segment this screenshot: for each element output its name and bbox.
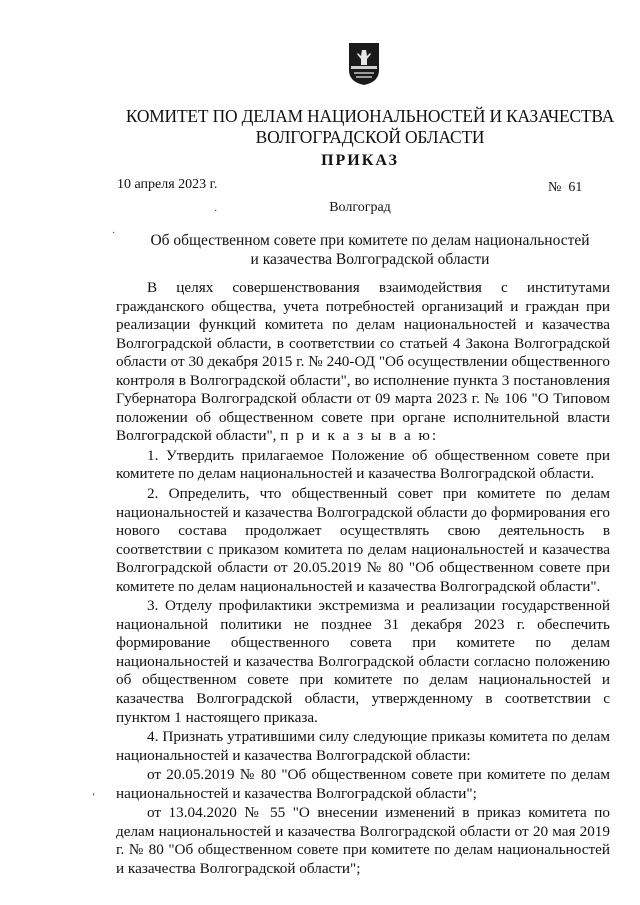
subject-line1: Об общественном совете при комитете по делам национальностей — [150, 232, 590, 249]
document-subject — [100, 232, 640, 269]
scan-speck: ʻ — [92, 792, 96, 803]
scan-speck: · — [214, 206, 218, 217]
clause-4: 4. Признать утратившими силу следующие приказы комитета по делам национальностей и казачества Волгоградской области: — [116, 728, 610, 764]
document-date: 10 апреля 2023 г. — [117, 177, 218, 192]
scan-speck: · — [112, 228, 116, 239]
document-city: Волгоград — [329, 200, 391, 215]
clause-4-item-a: от 20.05.2019 № 80 "Об общественном совете при комитете по делам национальностей и казачества Волгоградской области"; — [116, 766, 610, 802]
document-type: ПРИКАЗ — [321, 152, 399, 169]
organization-name — [100, 106, 640, 148]
preamble-paragraph — [116, 279, 610, 446]
preamble-text: В целях совершенствования взаимодействия с институтами гражданского общества, учета потребностей организаций и граждан при реализации функций комитета по делам национальностей и казачества Волгоградской области, в соответствии со статьей 4 Закона Волгоградской области от 30 декабря 2015 г. № 240-ОД "Об осуществлении общественного контроля в Волгоградской области", во исполнение пункта 3 постановления Губернатора Волгоградской области от 09 марта 2023 г. № 106 "О Типовом положении об общественном совете при органе исполнительной власти Волгоградской области", — [116, 279, 610, 445]
volgograd-coat-of-arms-icon — [348, 42, 380, 86]
document-body — [116, 279, 610, 880]
clause-1: 1. Утвердить прилагаемое Положение об общественном совете при комитете по делам национальностей и казачества Волгоградской области. — [116, 446, 610, 483]
document-number: № 61 — [548, 180, 583, 195]
clause-2: 2. Определить, что общественный совет при комитете по делам национальностей и казачества Волгоградской области до формирования его нового состава продолжает осуществлять свою деятельность в соответствии с приказом комитета по делам национальностей и казачества Волгоградской области от 20.05.2019 № 80 "Об общественном совете при комитете по делам национальностей и казачества Волгоградской области". — [116, 485, 610, 595]
clause-4-item-b: от 13.04.2020 № 55 "О внесении изменений в приказ комитета по делам национальностей и казачества Волгоградской области от 20 мая 2019 г. № 80 "Об общественном совете при комитете по делам национальностей и казачества Волгоградской области"; — [116, 804, 610, 877]
subject-line2: и казачества Волгоградской области — [250, 250, 490, 268]
order-word: п р и к а з ы в а ю: — [280, 427, 439, 445]
organization-name-line1: КОМИТЕТ ПО ДЕЛАМ НАЦИОНАЛЬНОСТЕЙ И КАЗАЧЕСТВА — [125, 106, 615, 126]
clause-3: 3. Отделу профилактики экстремизма и реализации государственной национальной политики не позднее 31 декабря 2023 г. обеспечить формирование общественного совета при комитете по делам национальностей и казачества Волгоградской области согласно положению об общественном совете при комитете по делам национальностей и казачества Волгоградской области, утвержденному в соответствии с пунктом 1 настоящего приказа. — [116, 597, 610, 726]
organization-name-line2: ВОЛГОГРАДСКОЙ ОБЛАСТИ — [255, 127, 485, 147]
